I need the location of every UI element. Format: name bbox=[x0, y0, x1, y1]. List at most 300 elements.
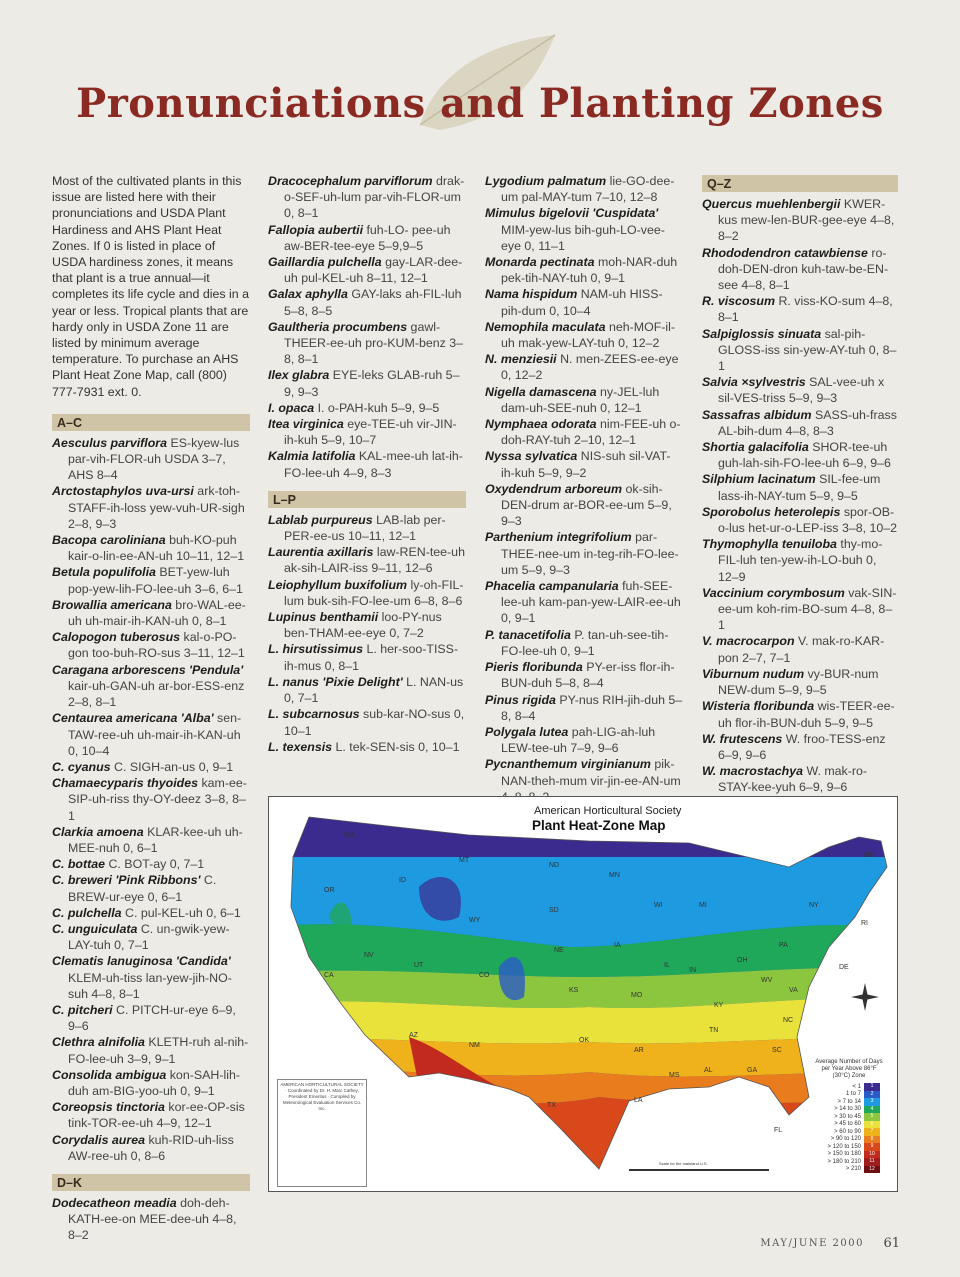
legend-label: > 30 to 45 bbox=[834, 1113, 861, 1120]
plant-pronunciation: spor-OB-o-lus het-ur-o-LEP-iss 3–8, 10–2 bbox=[718, 504, 898, 536]
plant-pronunciation: ro-doh-DEN-dron kuh-taw-be-EN-see 4–8, 8–1 bbox=[718, 245, 889, 293]
scale-label: Scale for the mainland U.S. bbox=[659, 1161, 708, 1166]
plant-entry bbox=[702, 196, 898, 245]
plant-name: Itea virginica bbox=[268, 417, 344, 432]
state-label: FL bbox=[774, 1127, 783, 1134]
state-label: WY bbox=[469, 917, 481, 924]
plant-entry bbox=[702, 536, 898, 585]
plant-pronunciation: P. tan-uh-see-tih-FO-lee-uh 0, 9–1 bbox=[501, 627, 669, 658]
plant-entry bbox=[485, 481, 683, 530]
legend-row bbox=[814, 1106, 884, 1114]
plant-name: Nemophila maculata bbox=[485, 319, 606, 334]
legend-row bbox=[814, 1098, 884, 1106]
plant-entry bbox=[268, 448, 466, 480]
legend-swatch: 5 bbox=[864, 1113, 880, 1121]
plant-entry bbox=[52, 532, 250, 564]
plant-name: Dodecatheon meadia bbox=[52, 1195, 177, 1210]
state-label: OH bbox=[737, 957, 748, 964]
plant-entry bbox=[485, 578, 683, 627]
plant-pronunciation: W. mak-ro-STAY-kee-yuh 6–9, 9–6 bbox=[718, 764, 868, 795]
legend-label: > 180 to 210 bbox=[827, 1158, 861, 1165]
plant-pronunciation: fuh-LO- pee-uh aw-BER-tee-eye 5–9,9–5 bbox=[284, 222, 451, 253]
plant-name: Clarkia amoena bbox=[52, 824, 144, 839]
page-number: 61 bbox=[883, 1236, 900, 1251]
page-title: Pronunciations and Planting Zones bbox=[76, 80, 884, 127]
plant-pronunciation: buh-KO-puh kair-o-lin-ee-AN-uh 10–11, 12–1 bbox=[68, 533, 245, 564]
plant-name: Sporobolus heterolepis bbox=[702, 504, 841, 519]
plant-entry bbox=[485, 286, 683, 318]
plant-name: Salpiglossis sinuata bbox=[702, 326, 822, 341]
plant-pronunciation: eye-TEE-uh vir-JIN-ih-kuh 5–9, 10–7 bbox=[284, 417, 457, 448]
plant-entry bbox=[485, 384, 683, 416]
map-org: American Horticultural Society bbox=[534, 805, 682, 817]
plant-pronunciation: nim-FEE-uh o-doh-RAY-tuh 2–10, 12–1 bbox=[501, 417, 681, 448]
plant-name: Centaurea americana 'Alba' bbox=[52, 711, 214, 726]
plant-name: Nymphaea odorata bbox=[485, 417, 597, 432]
state-label: NC bbox=[783, 1017, 794, 1024]
plant-entry bbox=[702, 407, 898, 439]
legend-row bbox=[814, 1091, 884, 1099]
state-label: RI bbox=[861, 920, 868, 927]
plant-name: Gaillardia pulchella bbox=[268, 255, 382, 270]
legend-swatch: 10 bbox=[864, 1151, 880, 1159]
plant-entry bbox=[702, 439, 898, 471]
issue-date: MAY/JUNE 2000 bbox=[760, 1238, 864, 1249]
state-label: AR bbox=[634, 1047, 644, 1054]
plant-name: P. tanacetifolia bbox=[485, 627, 571, 642]
plant-pronunciation: drak-o-SEF-uh-lum par-vih-FLOR-um 0, 8–1 bbox=[284, 174, 465, 221]
plant-entry bbox=[52, 775, 250, 824]
plant-name: C. breweri 'Pink Ribbons' bbox=[52, 873, 201, 888]
legend-label: > 90 to 120 bbox=[830, 1136, 861, 1143]
plant-name: Laurentia axillaris bbox=[268, 545, 374, 560]
plant-pronunciation: moh-NAR-duh pek-tih-NAY-tuh 0, 9–1 bbox=[501, 255, 678, 286]
state-label: OR bbox=[324, 887, 335, 894]
plant-entry bbox=[268, 739, 466, 755]
legend-label: > 150 to 180 bbox=[827, 1151, 861, 1158]
plant-entry bbox=[702, 763, 898, 795]
plant-name: C. pulchella bbox=[52, 905, 122, 920]
plant-pronunciation: W. froo-TESS-enz 6–9, 9–6 bbox=[718, 731, 886, 762]
plant-name: W. frutescens bbox=[702, 731, 783, 746]
plant-pronunciation: law-REN-tee-uh ak-sih-LAIR-iss 9–11, 12–6 bbox=[284, 545, 465, 576]
plant-pronunciation: gay-LAR-dee-uh pul-KEL-uh 8–11, 12–1 bbox=[284, 255, 463, 286]
plant-entry bbox=[268, 254, 466, 286]
legend-label: 1 to 7 bbox=[845, 1091, 861, 1098]
legend-row bbox=[814, 1128, 884, 1136]
plant-pronunciation: C. SIGH-an-us 0, 9–1 bbox=[114, 759, 234, 774]
plant-pronunciation: wis-TEER-ee-uh flor-ih-BUN-duh 5–9, 9–5 bbox=[718, 699, 895, 730]
legend-row bbox=[814, 1083, 884, 1091]
plant-entry bbox=[485, 173, 683, 205]
plant-pronunciation: neh-MOF-il-uh mak-yew-LAY-tuh 0, 12–2 bbox=[501, 319, 676, 351]
plant-entry bbox=[52, 435, 250, 484]
plant-entry bbox=[268, 609, 466, 641]
plant-pronunciation: SAL-vee-uh x sil-VES-triss 5–9, 9–3 bbox=[718, 375, 885, 406]
plant-entry bbox=[268, 367, 466, 399]
entry-list-d-k-cont bbox=[268, 173, 466, 481]
state-label: SC bbox=[772, 1047, 782, 1054]
plant-name: Ilex glabra bbox=[268, 368, 330, 383]
plant-pronunciation: NIS-suh sil-VAT-ih-kuh 5–9, 9–2 bbox=[501, 449, 671, 480]
legend-rows bbox=[814, 1083, 884, 1173]
plant-name: Leiophyllum buxifolium bbox=[268, 577, 408, 592]
plant-name: Nyssa sylvatica bbox=[485, 449, 578, 464]
plant-entry bbox=[702, 326, 898, 375]
state-label: NM bbox=[469, 1042, 480, 1049]
state-label: IN bbox=[689, 967, 696, 974]
legend-row bbox=[814, 1113, 884, 1121]
plant-name: W. macrostachya bbox=[702, 764, 803, 779]
plant-pronunciation: MIM-yew-lus bih-guh-LO-vee-eye 0, 11–1 bbox=[501, 222, 665, 253]
plant-entry bbox=[52, 483, 250, 532]
plant-entry bbox=[268, 512, 466, 544]
plant-entry bbox=[52, 710, 250, 759]
column-2 bbox=[268, 173, 466, 755]
state-label: MS bbox=[669, 1072, 680, 1079]
legend-row bbox=[814, 1158, 884, 1166]
state-label: WV bbox=[761, 977, 773, 984]
state-label: WA bbox=[344, 832, 356, 839]
plant-entry bbox=[268, 222, 466, 254]
plant-entry bbox=[485, 724, 683, 756]
entry-list-d-k bbox=[52, 1195, 250, 1244]
plant-pronunciation: C. pul-KEL-uh 0, 6–1 bbox=[125, 905, 241, 920]
column-4 bbox=[702, 173, 898, 860]
state-label: LA bbox=[634, 1097, 643, 1104]
plant-pronunciation: PY-er-iss flor-ih-BUN-duh 5–8, 8–4 bbox=[501, 660, 675, 691]
plant-entry bbox=[52, 1099, 250, 1131]
plant-name: Shortia galacifolia bbox=[702, 440, 809, 455]
legend-swatch: 12 bbox=[864, 1166, 880, 1174]
plant-name: Lablab purpureus bbox=[268, 512, 373, 527]
plant-entry bbox=[485, 319, 683, 351]
plant-name: Rhododendron catawbiense bbox=[702, 245, 868, 260]
plant-name: L. hirsutissimus bbox=[268, 642, 364, 657]
legend-title: Average Number of Days per Year Above 86°F (30°C) Zone bbox=[815, 1059, 883, 1079]
state-label: TN bbox=[709, 1027, 719, 1034]
plant-pronunciation: sen-TAW-ree-uh uh-mair-ih-KAN-uh 0, 10–4 bbox=[68, 711, 242, 758]
state-label: WI bbox=[654, 902, 663, 909]
plant-pronunciation: C. un-gwik-yew-LAY-tuh 0, 7–1 bbox=[68, 921, 230, 953]
plant-entry bbox=[702, 504, 898, 536]
plant-pronunciation: L. tek-SEN-sis 0, 10–1 bbox=[335, 739, 460, 754]
state-label: MO bbox=[631, 992, 643, 999]
plant-name: Corydalis aurea bbox=[52, 1132, 145, 1147]
plant-pronunciation: ES-kyew-lus par-vih-FLOR-uh USDA 3–7, AHS 8–4 bbox=[68, 435, 240, 483]
state-label: SD bbox=[549, 907, 559, 914]
plant-pronunciation: doh-deh-KATH-ee-on MEE-dee-uh 4–8, 8–2 bbox=[68, 1195, 237, 1243]
plant-entry bbox=[702, 293, 898, 325]
plant-pronunciation: kair-uh-GAN-uh ar-bor-ESS-enz 2–8, 8–1 bbox=[68, 678, 245, 710]
plant-entry bbox=[268, 674, 466, 706]
legend-swatch: 2 bbox=[864, 1091, 880, 1099]
plant-name: L. texensis bbox=[268, 739, 333, 754]
compass-rose-icon bbox=[851, 983, 879, 1011]
plant-pronunciation: L. her-soo-TISS-ih-mus 0, 8–1 bbox=[284, 642, 459, 673]
plant-entry bbox=[702, 585, 898, 634]
plant-pronunciation: I. o-PAH-kuh 5–9, 9–5 bbox=[317, 400, 440, 415]
state-label: PA bbox=[779, 942, 788, 949]
plant-entry bbox=[52, 597, 250, 629]
plant-pronunciation: GAY-laks ah-FIL-luh 5–8, 8–5 bbox=[284, 287, 462, 318]
plant-pronunciation: C. PITCH-ur-eye 6–9, 9–6 bbox=[68, 1002, 236, 1034]
plant-pronunciation: pik-NAN-theh-mum vir-jin-ee-AN-um bbox=[501, 757, 681, 788]
plant-name: Betula populifolia bbox=[52, 565, 156, 580]
plant-name: C. bottae bbox=[52, 857, 106, 872]
plant-pronunciation: SHOR-tee-uh guh-lah-sih-FO-lee-uh 6–9, 9–6 bbox=[718, 440, 891, 471]
legend-label: < 1 bbox=[852, 1083, 861, 1090]
plant-pronunciation: C. BOT-ay 0, 7–1 bbox=[108, 857, 205, 872]
plant-entry bbox=[485, 254, 683, 286]
plant-entry bbox=[52, 953, 250, 1002]
plant-name: Thymophylla tenuiloba bbox=[702, 537, 837, 552]
state-label: MI bbox=[699, 902, 707, 909]
plant-name: Clethra alnifolia bbox=[52, 1035, 145, 1050]
plant-name: C. cyanus bbox=[52, 759, 111, 774]
legend-swatch: 6 bbox=[864, 1121, 880, 1129]
plant-name: L. nanus 'Pixie Delight' bbox=[268, 674, 403, 689]
plant-name: Chamaecyparis thyoides bbox=[52, 776, 198, 791]
state-label: ME bbox=[864, 852, 875, 859]
state-label: IA bbox=[614, 942, 621, 949]
plant-pronunciation: ark-toh-STAFF-ih-loss yew-vuh-UR-sigh 2–8, 9–3 bbox=[68, 484, 245, 531]
plant-name: Quercus muehlenbergii bbox=[702, 197, 841, 211]
plant-pronunciation: fuh-SEE-lee-uh kam-pan-yew-LAIR-ee-uh 0, 9–1 bbox=[501, 579, 681, 626]
plant-name: Viburnum nudum bbox=[702, 666, 805, 681]
plant-entry bbox=[485, 416, 683, 448]
plant-name: Dracocephalum parviflorum bbox=[268, 174, 433, 188]
plant-name: Fallopia aubertii bbox=[268, 222, 364, 237]
plant-pronunciation: bro-WAL-ee-uh uh-mair-ih-KAN-uh 0, 8–1 bbox=[68, 597, 246, 629]
plant-name: Salvia ×sylvestris bbox=[702, 375, 806, 390]
plant-name: Monarda pectinata bbox=[485, 255, 595, 270]
plant-name: Browallia americana bbox=[52, 597, 172, 612]
legend-swatch: 7 bbox=[864, 1128, 880, 1136]
plant-pronunciation: KAL-mee-uh lat-ih-FO-lee-uh 4–9, 8–3 bbox=[284, 449, 463, 480]
plant-name: Oxydendrum arboreum bbox=[485, 481, 623, 496]
legend-swatch: 4 bbox=[864, 1106, 880, 1114]
scale-bar bbox=[629, 1161, 769, 1171]
plant-pronunciation: kam-ee-SIP-uh-riss thy-OY-deez 3–8, 8–1 bbox=[68, 776, 247, 823]
plant-name: V. macrocarpon bbox=[702, 634, 795, 649]
plant-name: Aesculus parviflora bbox=[52, 435, 168, 450]
plant-name: Caragana arborescens 'Pendula' bbox=[52, 662, 244, 677]
plant-entry bbox=[52, 905, 250, 921]
plant-entry bbox=[52, 872, 250, 904]
plant-pronunciation: V. mak-ro-KAR-pon 2–7, 7–1 bbox=[718, 634, 885, 665]
legend-label: > 7 to 14 bbox=[837, 1098, 861, 1105]
state-label: MN bbox=[609, 872, 620, 879]
plant-name: I. opaca bbox=[268, 400, 315, 415]
plant-entry bbox=[485, 529, 683, 578]
plant-pronunciation: kor-ee-OP-sis tink-TOR-ee-uh 4–9, 12–1 bbox=[68, 1100, 245, 1131]
plant-name: C. pitcheri bbox=[52, 1002, 113, 1017]
plant-entry bbox=[268, 286, 466, 318]
plant-pronunciation: KLAR-kee-uh uh-MEE-nuh 0, 6–1 bbox=[68, 824, 243, 855]
map-legend bbox=[814, 1059, 884, 1173]
plant-entry bbox=[268, 173, 466, 222]
plant-pronunciation: C. BREW-ur-eye 0, 6–1 bbox=[68, 873, 217, 904]
plant-name: Nama hispidum bbox=[485, 287, 578, 302]
state-label: ID bbox=[399, 877, 406, 884]
state-label: MT bbox=[459, 857, 470, 864]
state-label: OK bbox=[579, 1037, 590, 1044]
state-label: CO bbox=[479, 972, 490, 979]
plant-pronunciation: EYE-leks GLAB-ruh 5–9, 9–3 bbox=[284, 368, 460, 399]
plant-pronunciation: SASS-uh-frass AL-bih-dum 4–8, 8–3 bbox=[718, 407, 897, 438]
state-label: NV bbox=[364, 952, 374, 959]
plant-pronunciation: LAB-lab per-PER-ee-us 10–11, 12–1 bbox=[284, 512, 446, 544]
state-label: IL bbox=[664, 962, 670, 969]
plant-entry bbox=[485, 448, 683, 480]
plant-name: Arctostaphylos uva-ursi bbox=[52, 484, 194, 499]
plant-name: Wisteria floribunda bbox=[702, 699, 815, 714]
plant-pronunciation: KWER-kus mew-len-BUR-gee-eye 4–8, 8–2 bbox=[718, 197, 895, 244]
plant-entry bbox=[268, 416, 466, 448]
heat-zone-map bbox=[268, 796, 898, 1192]
plant-entry bbox=[485, 692, 683, 724]
state-label: NE bbox=[554, 947, 564, 954]
plant-entry bbox=[52, 1034, 250, 1066]
plant-pronunciation: NAM-uh HISS-pih-dum 0, 10–4 bbox=[501, 287, 663, 318]
map-credit-box: AMERICAN HORTICULTURAL SOCIETY · Coordinated by Dr. H. Marc Cathey, President Emeritus · Compiled by Meteorological Evaluation Services Co. Inc. bbox=[277, 1079, 367, 1187]
plant-name: Pycnanthemum virginianum bbox=[485, 757, 651, 772]
plant-name: Vaccinium corymbosum bbox=[702, 585, 845, 600]
legend-swatch: 1 bbox=[864, 1083, 880, 1091]
legend-label: > 14 to 30 bbox=[834, 1106, 861, 1113]
legend-label: > 60 to 90 bbox=[834, 1128, 861, 1135]
plant-name: Polygala lutea bbox=[485, 724, 569, 739]
plant-entry bbox=[702, 698, 898, 730]
column-3 bbox=[485, 173, 683, 805]
plant-name: L. subcarnosus bbox=[268, 707, 360, 722]
plant-entry bbox=[52, 1002, 250, 1034]
plant-entry bbox=[702, 374, 898, 406]
plant-name: Clematis lanuginosa 'Candida' bbox=[52, 954, 231, 969]
plant-pronunciation: PY-nus RIH-jih-duh 5–8, 8–4 bbox=[501, 692, 683, 723]
legend-row bbox=[814, 1136, 884, 1144]
plant-pronunciation: BET-yew-luh pop-yew-lih-FO-lee-uh 3–6, 6–1 bbox=[68, 565, 243, 596]
legend-row bbox=[814, 1143, 884, 1151]
state-label: VA bbox=[789, 987, 798, 994]
legend-label: > 45 to 60 bbox=[834, 1121, 861, 1128]
legend-swatch: 8 bbox=[864, 1136, 880, 1144]
plant-entry bbox=[52, 662, 250, 711]
plant-pronunciation: vy-BUR-num NEW-dum 5–9, 9–5 bbox=[718, 666, 879, 698]
entry-list-q-z bbox=[702, 196, 898, 860]
plant-entry bbox=[52, 1067, 250, 1099]
plant-entry bbox=[485, 205, 683, 254]
column-1 bbox=[52, 173, 250, 1244]
plant-name: Lupinus benthamii bbox=[268, 610, 379, 625]
state-label: KS bbox=[569, 987, 579, 994]
state-label: TX bbox=[547, 1102, 556, 1109]
plant-pronunciation: gawl-THEER-ee-uh pro-KUM-benz 3–8, 8–1 bbox=[284, 319, 464, 367]
plant-pronunciation: vak-SIN-ee-um koh-rim-BO-sum 4–8, 8–1 bbox=[718, 585, 897, 633]
section-head-q-z: Q–Z bbox=[702, 175, 898, 192]
plant-name: Pinus rigida bbox=[485, 692, 556, 707]
plant-name: Galax aphylla bbox=[268, 287, 348, 302]
plant-entry bbox=[52, 856, 250, 872]
plant-name: Phacelia campanularia bbox=[485, 579, 619, 594]
entry-list-l-p-cont bbox=[485, 173, 683, 805]
plant-pronunciation: ny-JEL-luh dam-uh-SEE-nuh 0, 12–1 bbox=[501, 384, 660, 415]
state-label: KY bbox=[714, 1002, 724, 1009]
section-head-d-k: D–K bbox=[52, 1174, 250, 1191]
legend-label: > 120 to 150 bbox=[827, 1143, 861, 1150]
plant-entry bbox=[268, 400, 466, 416]
plant-name: Parthenium integrifolium bbox=[485, 530, 632, 545]
plant-entry bbox=[268, 544, 466, 576]
plant-pronunciation: loo-PY-nus ben-THAM-ee-eye 0, 7–2 bbox=[284, 610, 442, 641]
plant-entry bbox=[485, 351, 683, 383]
plant-entry bbox=[702, 666, 898, 698]
section-head-a-c: A–C bbox=[52, 414, 250, 431]
plant-pronunciation: sub-kar-NO-sus 0, 10–1 bbox=[284, 707, 465, 738]
plant-pronunciation: kon-SAH-lih-duh am-BIG-yoo-uh 0, 9–1 bbox=[68, 1067, 240, 1098]
plant-pronunciation: kal-o-PO-gon too-buh-RO-sus 3–11, 12–1 bbox=[68, 630, 245, 661]
state-label: GA bbox=[747, 1067, 758, 1074]
plant-entry bbox=[268, 706, 466, 738]
plant-entry bbox=[268, 577, 466, 609]
plant-entry bbox=[52, 1132, 250, 1164]
plant-entry bbox=[52, 824, 250, 856]
plant-pronunciation: ok-sih-DEN-drum ar-BOR-ee-um 5–9, 9–3 bbox=[501, 481, 672, 529]
plant-pronunciation: ly-oh-FIL-lum buk-sih-FO-lee-um 6–8, 8–6 bbox=[284, 577, 464, 608]
section-head-l-p: L–P bbox=[268, 491, 466, 508]
state-label: DE bbox=[839, 964, 849, 971]
entry-list-a-c bbox=[52, 435, 250, 1164]
legend-row bbox=[814, 1151, 884, 1159]
plant-name: Consolida ambigua bbox=[52, 1067, 167, 1082]
plant-entry bbox=[52, 629, 250, 661]
plant-entry bbox=[702, 245, 898, 294]
plant-name: N. menziesii bbox=[485, 352, 557, 367]
plant-pronunciation: SIL-fee-um lass-ih-NAY-tum 5–9, 9–5 bbox=[718, 472, 881, 503]
plant-entry bbox=[52, 1195, 250, 1244]
plant-pronunciation: sal-pih-GLOSS-iss sin-yew-AY-tuh 0, 8–1 bbox=[718, 326, 897, 374]
plant-pronunciation: pah-LIG-ah-luh LEW-tee-uh 7–9, 9–6 bbox=[501, 724, 656, 756]
plant-name: Sassafras albidum bbox=[702, 407, 812, 422]
legend-swatch: 11 bbox=[864, 1158, 880, 1166]
state-label: UT bbox=[414, 962, 424, 969]
state-label: AZ bbox=[409, 1032, 418, 1039]
plant-entry bbox=[52, 759, 250, 775]
legend-label: > 210 bbox=[845, 1166, 861, 1173]
plant-entry bbox=[268, 319, 466, 368]
plant-pronunciation: L. NAN-us 0, 7–1 bbox=[284, 674, 464, 706]
plant-entry bbox=[485, 627, 683, 659]
plant-name: Coreopsis tinctoria bbox=[52, 1100, 165, 1115]
plant-name: R. viscosum bbox=[702, 294, 775, 309]
plant-name: C. unguiculata bbox=[52, 921, 138, 936]
state-label: AL bbox=[704, 1067, 713, 1074]
plant-entry bbox=[52, 921, 250, 953]
plant-pronunciation: lie-GO-dee-um pal-MAY-tum 7–10, 12–8 bbox=[501, 174, 675, 205]
plant-name: Bacopa caroliniana bbox=[52, 533, 166, 548]
plant-pronunciation: R. viss-KO-sum 4–8, 8–1 bbox=[718, 294, 893, 325]
state-label: ND bbox=[549, 862, 560, 869]
plant-pronunciation: KLETH-ruh al-nih-FO-lee-uh 3–9, 9–1 bbox=[68, 1035, 249, 1066]
plant-name: Calopogon tuberosus bbox=[52, 630, 181, 645]
plant-entry bbox=[268, 641, 466, 673]
plant-name: Mimulus bigelovii 'Cuspidata' bbox=[485, 206, 659, 221]
plant-name: Silphium lacinatum bbox=[702, 472, 816, 487]
map-title: Plant Heat-Zone Map bbox=[532, 818, 666, 833]
state-label: NY bbox=[809, 902, 819, 909]
plant-name: Pieris floribunda bbox=[485, 660, 583, 675]
